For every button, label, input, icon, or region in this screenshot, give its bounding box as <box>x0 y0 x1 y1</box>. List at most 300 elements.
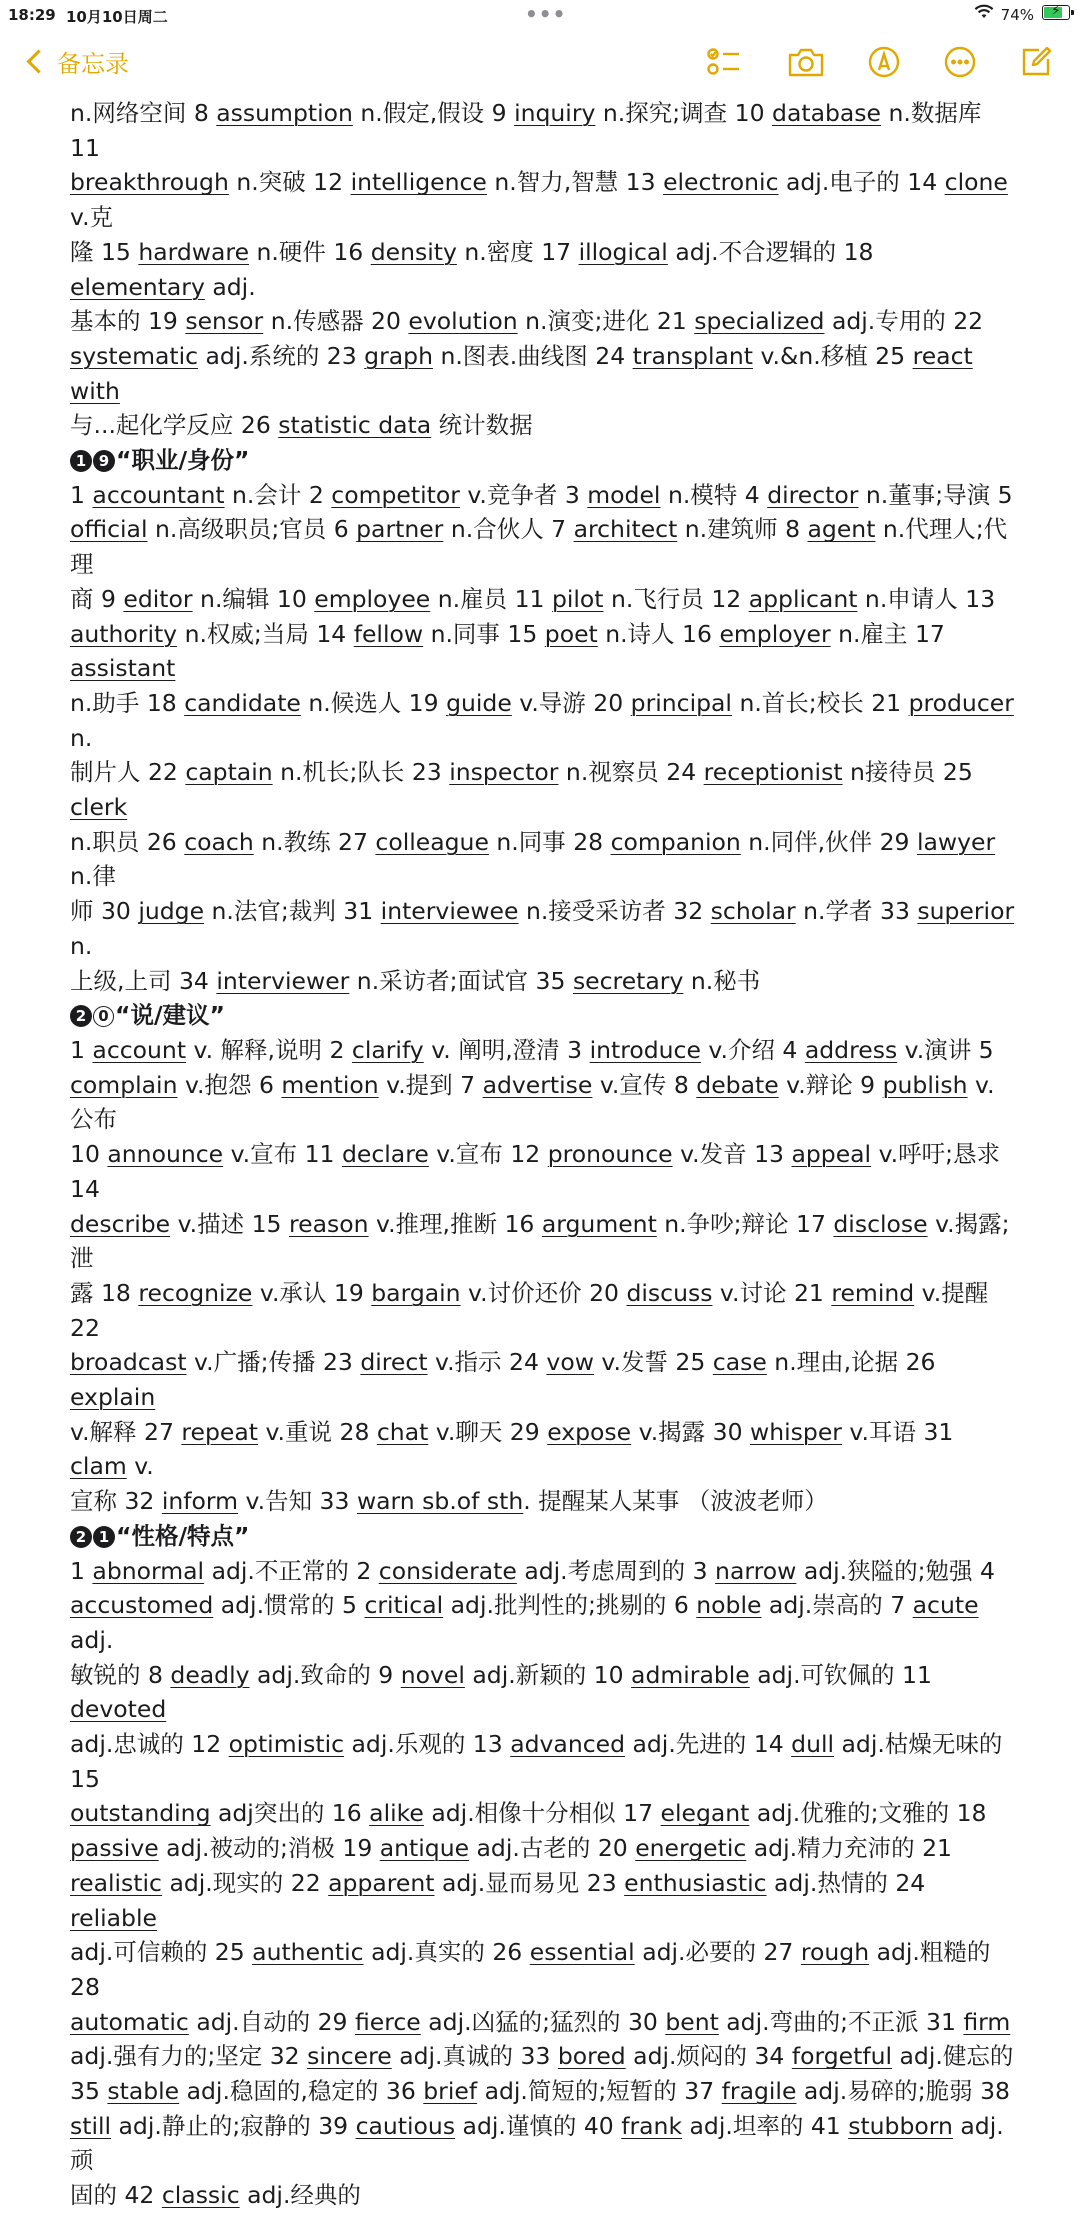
note-line <box>70 96 1015 165</box>
vocab-word: editor <box>123 584 193 613</box>
definition-text: n.探究;调查 10 <box>595 99 773 127</box>
definition-text: adj.不合逻辑的 18 <box>667 237 874 266</box>
definition-text: n.智力,智慧 13 <box>486 168 664 197</box>
vocab-word: account <box>92 1035 187 1064</box>
note-line <box>70 2074 1015 2109</box>
definition-text: n.候选人 19 <box>300 688 447 717</box>
definition-text: 基本的 19 <box>70 307 186 336</box>
vocab-word: firm <box>963 2007 1011 2036</box>
vocab-word: alike <box>369 1799 424 1828</box>
definition-text: v.抱怨 6 <box>177 1070 282 1099</box>
note-line <box>70 825 1015 894</box>
definition-text: n接待员 25 <box>842 758 973 787</box>
note-line <box>70 1345 1015 1414</box>
definition-text: 10 <box>70 1140 108 1169</box>
definition-text: v.聊天 29 <box>428 1417 548 1446</box>
definition-text: n.建筑师 8 <box>677 515 808 544</box>
vocab-word: superior <box>917 897 1015 926</box>
definition-text: v.演讲 5 <box>897 1035 994 1064</box>
definition-text: v.推理,推断 16 <box>368 1209 542 1238</box>
vocab-word: candidate <box>184 688 301 717</box>
definition-text: v.讨论 21 <box>712 1278 832 1307</box>
vocab-word: agent <box>807 515 876 544</box>
definition-text: adj.真实的 26 <box>363 1938 530 1967</box>
definition-text: adj.新颖的 10 <box>464 1660 632 1689</box>
definition-text: adj.可钦佩的 11 <box>749 1660 932 1689</box>
vocab-word: captain <box>185 758 273 787</box>
vocab-word: rough <box>800 1938 870 1967</box>
vocab-word: employer <box>719 619 831 648</box>
definition-text: v.解释 27 <box>70 1417 182 1446</box>
definition-text: adj.静止的;寂静的 39 <box>111 2111 356 2140</box>
definition-text: adj突出的 16 <box>210 1799 370 1828</box>
definition-text: 商 9 <box>70 584 124 613</box>
vocab-word: hardware <box>138 237 250 266</box>
definition-text: adj.忠诚的 12 <box>70 1730 229 1759</box>
note-line <box>70 2109 1015 2178</box>
vocab-word: reason <box>288 1209 369 1238</box>
vocab-word: remind <box>831 1278 915 1307</box>
definition-text: v.竞争者 3 <box>459 480 588 509</box>
definition-text: adj.显而易见 23 <box>434 1868 625 1897</box>
vocab-word: official <box>70 515 148 544</box>
vocab-word: intelligence <box>350 168 487 197</box>
vocab-word: bargain <box>371 1278 461 1307</box>
definition-text: v.公布 <box>70 1070 995 1134</box>
definition-text: adj.必要的 27 <box>634 1938 801 1967</box>
vocab-word: interviewee <box>380 897 519 926</box>
definition-text: v.揭露;泄 <box>70 1209 1010 1273</box>
vocab-word: essential <box>529 1938 635 1967</box>
vocab-word: address <box>804 1035 898 1064</box>
definition-text: adj.乐观的 13 <box>344 1730 511 1759</box>
definition-text: v.发誓 25 <box>593 1348 713 1377</box>
definition-text: adj. <box>70 1625 114 1654</box>
definition-text: v.发音 13 <box>672 1140 792 1169</box>
vocab-word: passive <box>70 1834 159 1863</box>
vocab-word: breakthrough <box>70 168 229 197</box>
vocab-word: evolution <box>408 307 518 336</box>
vocab-word: advanced <box>510 1730 626 1759</box>
definition-text: n.诗人 16 <box>597 619 720 648</box>
vocab-word: complain <box>70 1070 178 1099</box>
note-line <box>70 408 1015 443</box>
definition-text: adj.粗糙的 28 <box>70 1938 991 2001</box>
vocab-word: admirable <box>631 1660 750 1689</box>
vocab-word: introduce <box>589 1035 701 1064</box>
definition-text: v.提醒 22 <box>70 1278 989 1342</box>
vocab-word: chat <box>376 1417 429 1446</box>
vocab-word: principal <box>630 688 732 717</box>
definition-text: n.密度 17 <box>456 237 579 266</box>
definition-text: . 提醒某人某事 （波波老师） <box>523 1487 828 1516</box>
definition-text: v.指示 24 <box>427 1348 547 1377</box>
vocab-word: reliable <box>70 1903 157 1932</box>
definition-text: n.演变;进化 21 <box>517 307 695 336</box>
markup-pen-icon <box>867 45 901 79</box>
vocab-word: interviewer <box>216 966 350 995</box>
note-line <box>70 1554 1015 1589</box>
definition-text: 与...起化学反应 26 <box>70 411 279 440</box>
vocab-word: describe <box>70 1209 171 1238</box>
definition-text: adj.烦闷的 34 <box>625 2042 792 2071</box>
vocab-word: judge <box>138 897 205 926</box>
definition-text: n.采访者;面试官 35 <box>349 966 573 995</box>
vocab-word: expose <box>547 1417 632 1446</box>
vocab-word: debate <box>696 1070 779 1099</box>
vocab-word: graph <box>364 341 433 370</box>
definition-text: n.教练 27 <box>253 827 376 856</box>
definition-text: 敏锐的 8 <box>70 1660 171 1689</box>
vocab-word: producer <box>908 688 1014 717</box>
definition-text: n.视察员 24 <box>558 758 704 787</box>
definition-text: n.假定,假设 9 <box>352 99 515 127</box>
vocab-word: competitor <box>331 480 460 509</box>
definition-text: adj.相像十分相似 17 <box>423 1799 661 1828</box>
definition-text: v.辩论 9 <box>778 1070 883 1099</box>
vocab-word: inquiry <box>514 99 596 127</box>
definition-text: n.传感器 20 <box>263 307 409 336</box>
note-line <box>70 2039 1015 2074</box>
vocab-word: systematic <box>70 341 199 370</box>
checklist-icon <box>706 45 742 79</box>
vocab-word: automatic <box>70 2007 189 2036</box>
definition-text: adj.批判性的;挑剔的 6 <box>443 1591 697 1620</box>
definition-text: 1 <box>70 1556 93 1585</box>
definition-text: adj.系统的 23 <box>198 341 365 370</box>
definition-text: n.争吵;辩论 17 <box>656 1209 834 1238</box>
heading-number-badge: 1 <box>70 450 92 472</box>
definition-text: n.接受采访者 32 <box>518 897 711 926</box>
definition-text: v.宣布 11 <box>223 1140 342 1169</box>
markup-button[interactable] <box>864 42 904 82</box>
definition-text: 上级,上司 34 <box>70 966 217 995</box>
vocab-word: sincere <box>307 2042 392 2071</box>
definition-text: v.&n.移植 25 <box>753 341 913 370</box>
definition-text: adj.优雅的;文雅的 18 <box>749 1799 987 1828</box>
definition-text: n.董事;导演 5 <box>858 480 1013 509</box>
definition-text: n.律 <box>70 862 116 891</box>
definition-text: n.突破 12 <box>228 168 351 197</box>
vocab-word: specialized <box>694 307 825 336</box>
definition-text: n.网络空间 8 <box>70 99 217 127</box>
vocab-word: companion <box>610 827 741 856</box>
vocab-word: enthusiastic <box>624 1868 767 1897</box>
vocab-word: lawyer <box>916 827 996 856</box>
definition-text: n.高级职员;官员 6 <box>147 515 357 544</box>
vocab-word: optimistic <box>228 1730 345 1759</box>
vocab-word: acute <box>912 1591 979 1620</box>
vocab-word: critical <box>364 1591 444 1620</box>
vocab-word: explain <box>70 1383 156 1412</box>
vocab-word: apparent <box>328 1868 435 1897</box>
camera-button[interactable] <box>786 42 826 82</box>
definition-text: v.介绍 4 <box>700 1035 805 1064</box>
note-line <box>70 478 1015 513</box>
definition-text: n.学者 33 <box>795 897 918 926</box>
definition-text: adj.健忘的 <box>892 2042 1014 2071</box>
battery-icon: ⚡ <box>1042 5 1070 20</box>
definition-text: n.法官;裁判 31 <box>204 897 381 926</box>
vocab-word: advertise <box>482 1070 593 1099</box>
compose-icon <box>1019 45 1053 79</box>
note-line <box>70 1796 1015 1831</box>
note-line <box>70 165 1015 234</box>
definition-text: v.告知 33 <box>238 1487 357 1516</box>
definition-text: adj.致命的 9 <box>249 1660 401 1689</box>
definition-text: n.硬件 16 <box>249 237 371 266</box>
vocab-word: publish <box>882 1070 968 1099</box>
vocab-word: whisper <box>750 1417 842 1446</box>
vocab-word: deadly <box>170 1660 250 1689</box>
vocab-word: react with <box>70 341 973 405</box>
note-line <box>70 1588 1015 1657</box>
section-heading <box>70 998 1015 1033</box>
vocab-word: dull <box>791 1730 835 1759</box>
vocab-word: illogical <box>578 237 668 266</box>
definition-text: v.描述 15 <box>170 1209 289 1238</box>
definition-text: n.代理人;代理 <box>70 515 1008 579</box>
heading-number-badge: 2 <box>70 1526 92 1548</box>
definition-text: 1 <box>70 1035 93 1064</box>
definition-text: v.耳语 31 <box>841 1417 954 1446</box>
multitasking-dots-icon[interactable]: ••• <box>525 2 567 26</box>
vocab-word: electronic <box>663 168 779 197</box>
vocab-word: clarify <box>351 1035 424 1064</box>
more-button[interactable] <box>940 42 980 82</box>
note-line <box>70 1068 1015 1137</box>
definition-text: v.重说 28 <box>258 1417 377 1446</box>
back-button[interactable] <box>24 44 129 79</box>
notes-toolbar <box>0 40 1080 84</box>
definition-text: n.会计 2 <box>224 480 332 509</box>
vocab-word: fragile <box>721 2077 797 2106</box>
vocab-word: poet <box>544 619 598 648</box>
definition-text: n.同伴,伙伴 29 <box>740 827 917 856</box>
definition-text: adj.现实的 22 <box>161 1868 329 1897</box>
vocab-word: authentic <box>252 1938 364 1967</box>
vocab-word: disclose <box>833 1209 928 1238</box>
definition-text: n.助手 18 <box>70 688 185 717</box>
vocab-word: case <box>712 1348 767 1377</box>
vocab-word: vow <box>546 1348 594 1377</box>
definition-text: n.图表.曲线图 24 <box>432 341 633 370</box>
definition-text: n.首长;校长 21 <box>731 688 909 717</box>
definition-text: adj.凶猛的;猛烈的 30 <box>420 2007 666 2036</box>
note-body[interactable] <box>70 96 1015 2213</box>
vocab-word: abnormal <box>92 1556 205 1585</box>
definition-text: v. 解释,说明 2 <box>186 1035 352 1064</box>
note-line <box>70 2005 1015 2040</box>
note-line <box>70 1658 1015 1727</box>
note-line <box>70 1415 1015 1484</box>
vocab-word: clerk <box>70 793 128 822</box>
section-heading <box>70 443 1015 478</box>
vocab-word: secretary <box>572 966 684 995</box>
definition-text: adj.电子的 14 <box>778 168 945 197</box>
vocab-word: declare <box>341 1140 429 1169</box>
definition-text: adj.简短的;短暂的 37 <box>477 2077 722 2106</box>
vocab-word: fierce <box>354 2007 421 2036</box>
vocab-word: database <box>772 99 881 127</box>
vocab-word: realistic <box>70 1868 162 1897</box>
definition-text: adj.可信赖的 25 <box>70 1938 253 1967</box>
heading-number-badge: 0 <box>93 1006 114 1027</box>
vocab-word: inspector <box>449 758 559 787</box>
vocab-word: employee <box>314 584 431 613</box>
definition-text: v.揭露 30 <box>631 1417 751 1446</box>
vocab-word: mention <box>281 1070 379 1099</box>
definition-text: v.呼吁;恳求 14 <box>70 1140 1001 1203</box>
note-line <box>70 235 1015 304</box>
vocab-word: brief <box>423 2077 478 2106</box>
section-heading <box>70 1519 1015 1554</box>
definition-text: n.雇员 11 <box>430 584 552 613</box>
vocab-word: density <box>370 237 457 266</box>
note-line <box>70 617 1015 686</box>
definition-text: n.同事 28 <box>488 827 611 856</box>
definition-text: adj.经典的 <box>239 2181 361 2210</box>
vocab-word: colleague <box>375 827 489 856</box>
vocab-word: sensor <box>185 307 264 336</box>
note-line <box>70 582 1015 617</box>
vocab-word: assumption <box>216 99 353 127</box>
vocab-word: still <box>70 2111 112 2140</box>
definition-text: adj.强有力的;坚定 32 <box>70 2042 308 2071</box>
definition-text: 师 30 <box>70 897 139 926</box>
definition-text: n.机长;队长 23 <box>272 758 450 787</box>
vocab-word: antique <box>379 1834 470 1863</box>
checklist-button[interactable] <box>704 42 744 82</box>
vocab-word: repeat <box>181 1417 258 1446</box>
definition-text: n.合伙人 7 <box>443 515 574 544</box>
definition-text: adj.被动的;消极 19 <box>158 1834 380 1863</box>
note-line <box>70 2178 1015 2213</box>
vocab-word: clone <box>944 168 1008 197</box>
heading-title: “职业/身份” <box>116 446 250 475</box>
definition-text: n.模特 4 <box>660 480 768 509</box>
vocab-word: frank <box>621 2111 683 2140</box>
vocab-word: novel <box>400 1660 465 1689</box>
definition-text: adj.弯曲的;不正派 31 <box>718 2007 964 2036</box>
definition-text: n.雇主 17 <box>830 619 945 648</box>
note-line <box>70 1033 1015 1068</box>
definition-text: v. 阐明,澄清 3 <box>423 1035 590 1064</box>
definition-text: n.编辑 10 <box>192 584 315 613</box>
definition-text: v.宣传 8 <box>592 1070 697 1099</box>
heading-number-badge: 2 <box>70 1005 92 1027</box>
definition-text: adj.先进的 14 <box>625 1730 792 1759</box>
vocab-word: energetic <box>635 1834 747 1863</box>
definition-text: adj.古老的 20 <box>469 1834 636 1863</box>
vocab-word: coach <box>184 827 254 856</box>
back-button-label: 备忘录 <box>57 50 129 78</box>
definition-text: 露 18 <box>70 1278 139 1307</box>
vocab-word: stable <box>107 2077 180 2106</box>
note-line <box>70 1484 1015 1519</box>
definition-text: v.广播;传播 23 <box>186 1348 361 1377</box>
vocab-word: argument <box>541 1209 657 1238</box>
definition-text: adj.枯燥无味的 15 <box>70 1730 1003 1793</box>
heading-title: “说/建议” <box>115 1001 225 1030</box>
vocab-word: transplant <box>632 341 753 370</box>
vocab-word: announce <box>107 1140 224 1169</box>
vocab-word: direct <box>360 1348 428 1377</box>
vocab-word: considerate <box>378 1556 517 1585</box>
vocab-word: bent <box>665 2007 719 2036</box>
note-line <box>70 512 1015 581</box>
definition-text: adj.真诚的 33 <box>391 2042 558 2071</box>
vocab-word: pronounce <box>547 1140 673 1169</box>
note-line <box>70 339 1015 408</box>
vocab-word: model <box>587 480 661 509</box>
definition-text: 宣称 32 <box>70 1487 162 1516</box>
camera-icon <box>787 46 825 78</box>
definition-text: n.申请人 13 <box>857 584 996 613</box>
definition-text: adj.谨慎的 40 <box>455 2111 622 2140</box>
definition-text: adj.不正常的 2 <box>204 1556 379 1585</box>
vocab-word: authority <box>70 619 178 648</box>
battery-percentage: 74% <box>1000 6 1034 24</box>
vocab-word: stubborn <box>848 2111 953 2140</box>
note-line <box>70 1207 1015 1276</box>
note-line <box>70 1276 1015 1345</box>
note-line <box>70 1137 1015 1206</box>
vocab-word: accustomed <box>70 1591 214 1620</box>
definition-text: n.数据库 11 <box>70 99 982 162</box>
note-line <box>70 686 1015 755</box>
definition-text: 1 <box>70 480 93 509</box>
definition-text: v.克 <box>70 203 114 232</box>
vocab-word: noble <box>696 1591 762 1620</box>
vocab-word: bored <box>557 2042 626 2071</box>
vocab-word: narrow <box>715 1556 797 1585</box>
definition-text: n.理由,论据 26 <box>766 1348 936 1377</box>
vocab-word: receptionist <box>703 758 843 787</box>
status-time: 18:29 <box>8 6 56 24</box>
definition-text: v.导游 20 <box>511 688 631 717</box>
vocab-word: assistant <box>70 654 176 683</box>
note-line <box>70 1866 1015 1935</box>
definition-text: 隆 15 <box>70 237 139 266</box>
vocab-word: scholar <box>710 897 796 926</box>
vocab-word: architect <box>573 515 678 544</box>
vocab-word: classic <box>161 2181 240 2210</box>
definition-text: 统计数据 <box>431 411 533 440</box>
compose-button[interactable] <box>1016 42 1056 82</box>
note-line <box>70 894 1015 963</box>
definition-text: v.承认 19 <box>252 1278 372 1307</box>
vocab-word: director <box>767 480 859 509</box>
vocab-word: appeal <box>791 1140 872 1169</box>
vocab-word: elegant <box>660 1799 750 1828</box>
vocab-word: forgetful <box>791 2042 893 2071</box>
vocab-word: fellow <box>353 619 424 648</box>
definition-text: adj.专用的 22 <box>824 307 984 336</box>
definition-text: adj.易碎的;脆弱 38 <box>796 2077 1010 2106</box>
vocab-word: elementary <box>70 272 205 301</box>
definition-text: n. <box>70 931 93 960</box>
back-chevron-icon <box>26 49 50 73</box>
note-line <box>70 755 1015 824</box>
vocab-word: recognize <box>138 1278 253 1307</box>
definition-text: adj.热情的 24 <box>766 1868 926 1897</box>
vocab-word: inform <box>161 1487 239 1516</box>
definition-text: v.讨价还价 20 <box>460 1278 627 1307</box>
definition-text: n. <box>70 723 93 752</box>
definition-text: adj.考虑周到的 3 <box>516 1556 716 1585</box>
definition-text: adj.狭隘的;勉强 4 <box>796 1556 995 1585</box>
